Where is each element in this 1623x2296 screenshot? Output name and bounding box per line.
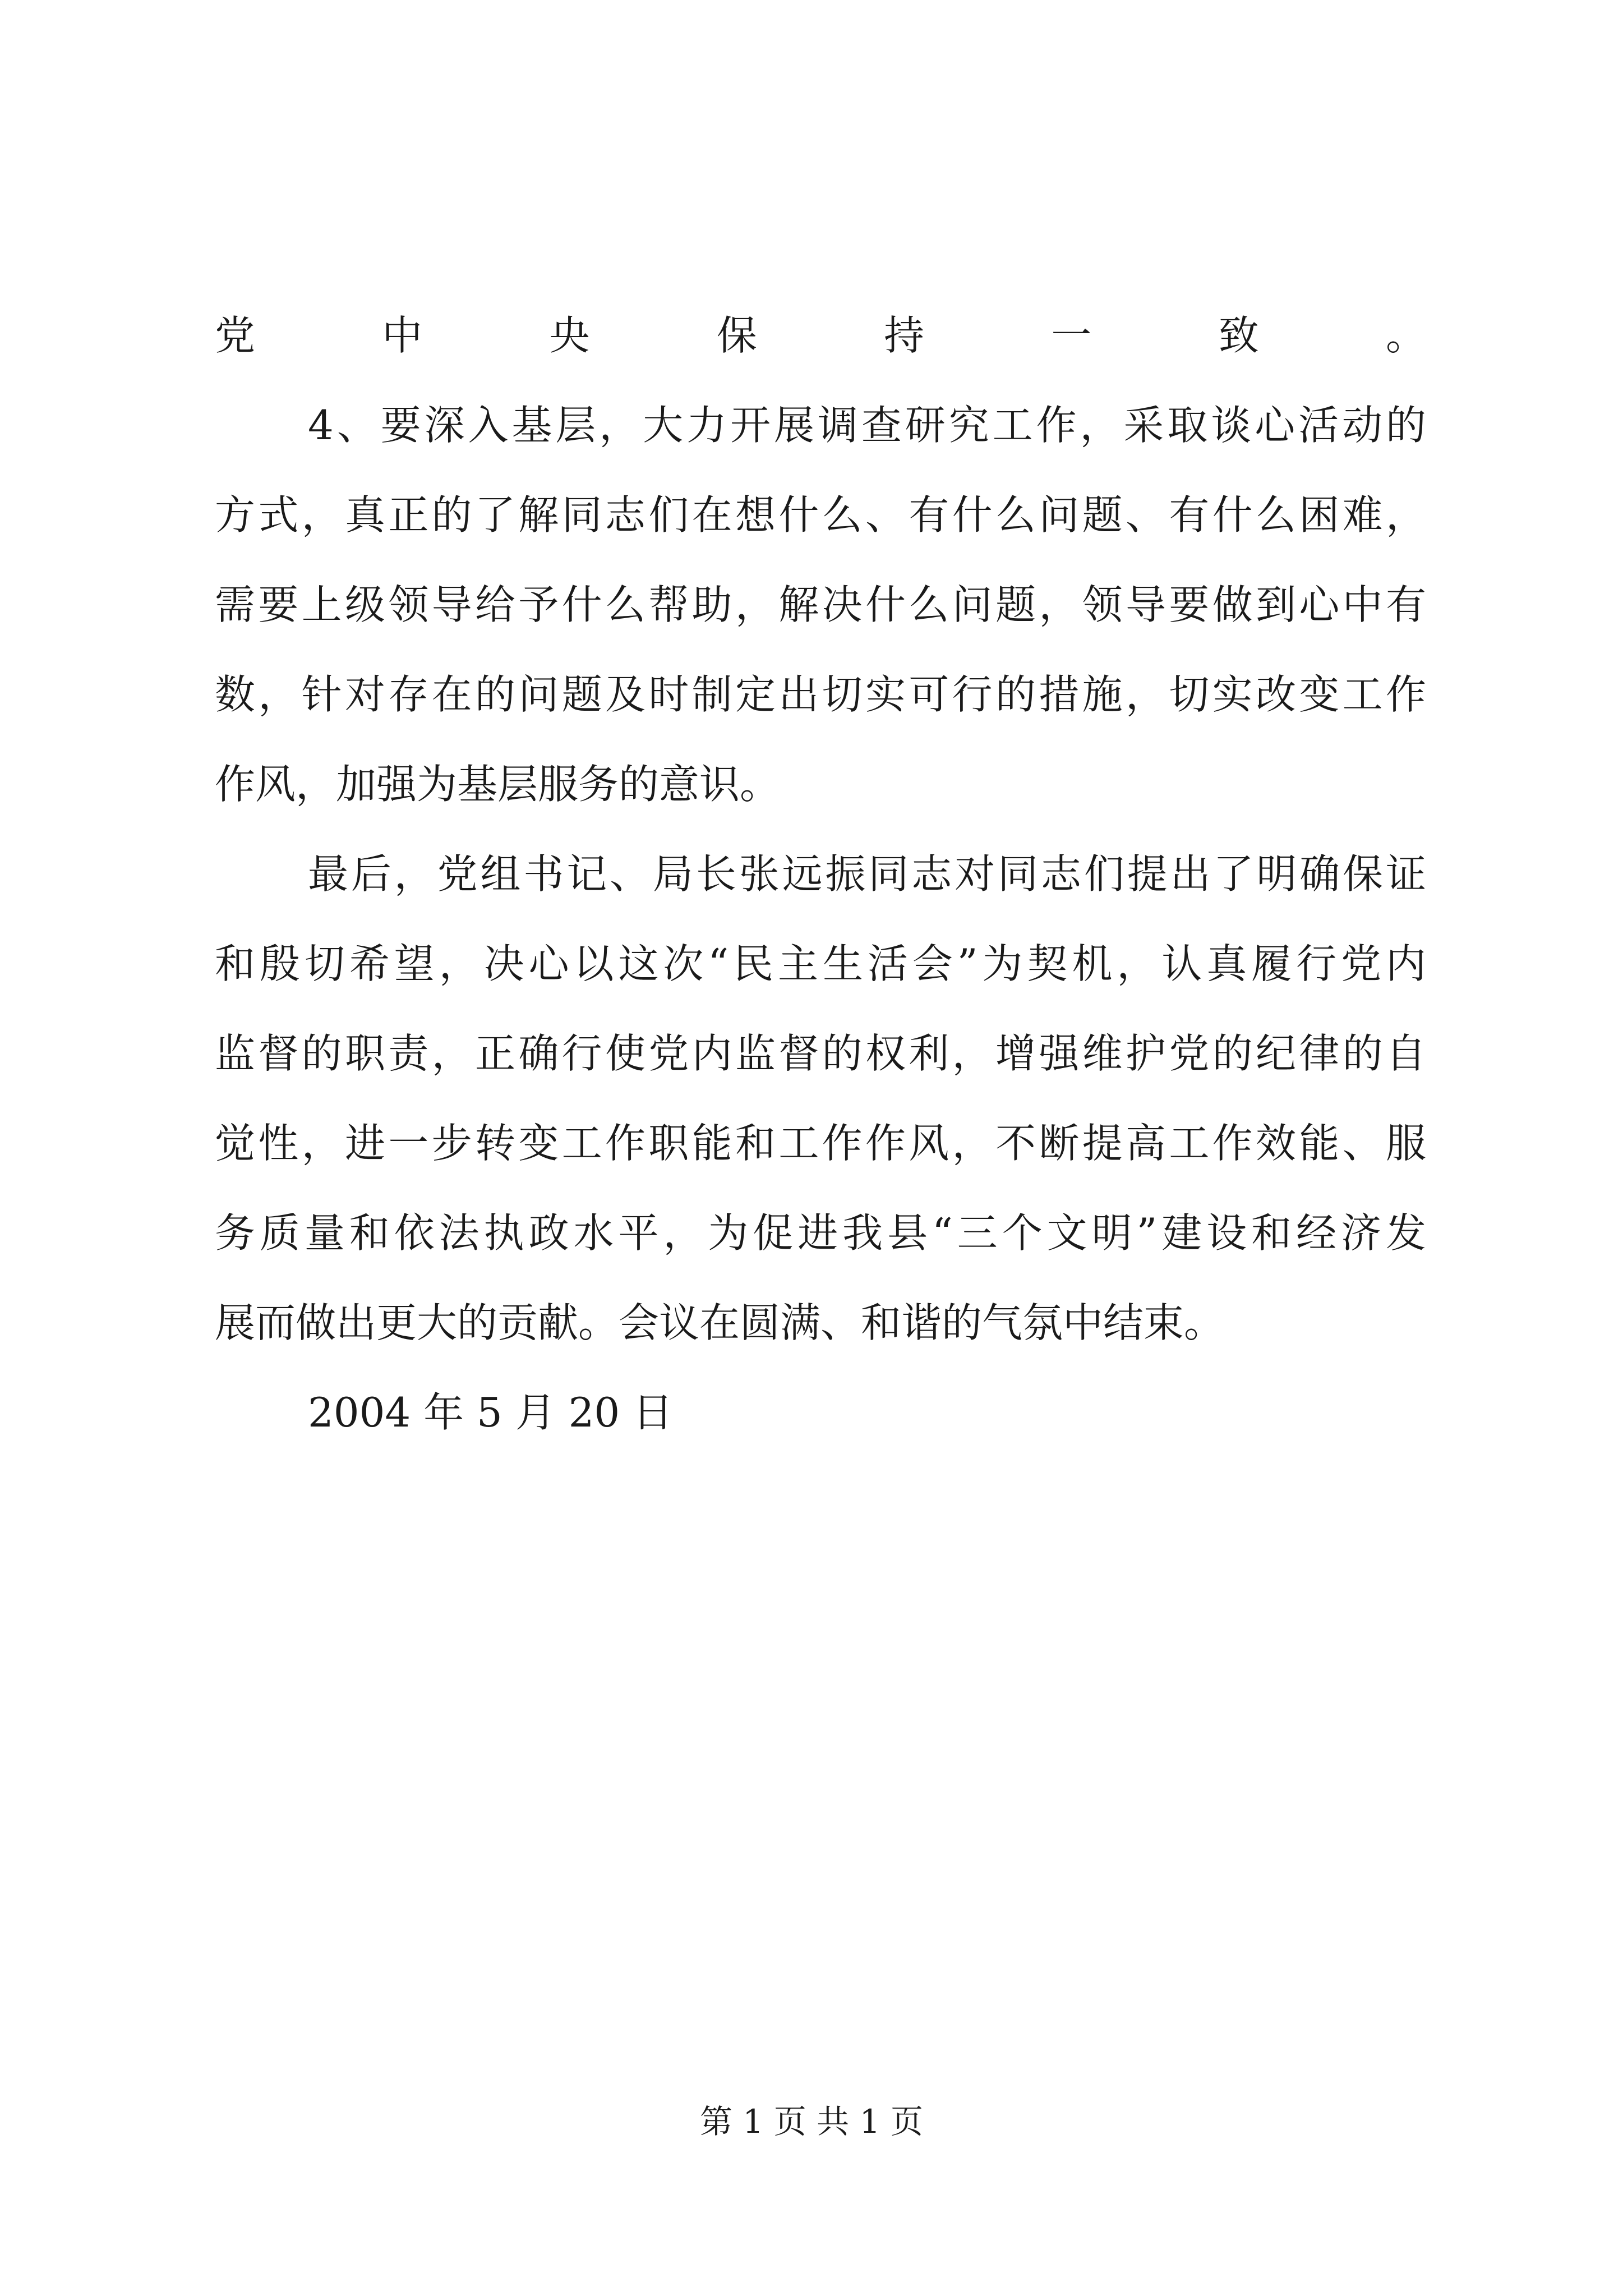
text-line: 方式，真正的了解同志们在想什么、有什么问题、有什么困难， [215, 491, 1426, 539]
text-line: 监督的职责，正确行使党内监督的权利，增强维护党的纪律的自 [215, 1030, 1426, 1077]
text-line: 作风，加强为基层服务的意识。 [215, 761, 781, 808]
text-line: 4、要深入基层，大力开展调查研究工作，采取谈心活动的 [308, 402, 1426, 449]
text-line: 数，针对存在的问题及时制定出切实可行的措施，切实改变工作 [215, 671, 1426, 718]
text-line: 务质量和依法执政水平，为促进我县“三个文明”建设和经济发 [215, 1209, 1426, 1257]
text-line: 展而做出更大的贡献。会议在圆满、和谐的气氛中结束。 [215, 1299, 1225, 1346]
text-line: 觉性，进一步转变工作职能和工作作风，不断提高工作效能、服 [215, 1120, 1426, 1167]
document-body [215, 291, 1426, 1457]
text-line: 需要上级领导给予什么帮助，解决什么问题，领导要做到心中有 [215, 581, 1426, 628]
text-line: 党中央保持一致。 [215, 312, 1426, 359]
page-footer: 第 1 页 共 1 页 [700, 2102, 923, 2141]
text-line: 和殷切希望，决心以这次“民主生活会”为契机，认真履行党内 [215, 940, 1426, 987]
text-line: 最后，党组书记、局长张远振同志对同志们提出了明确保证 [308, 850, 1426, 898]
date-line: 2004 年 5 月 20 日 [308, 1389, 674, 1436]
